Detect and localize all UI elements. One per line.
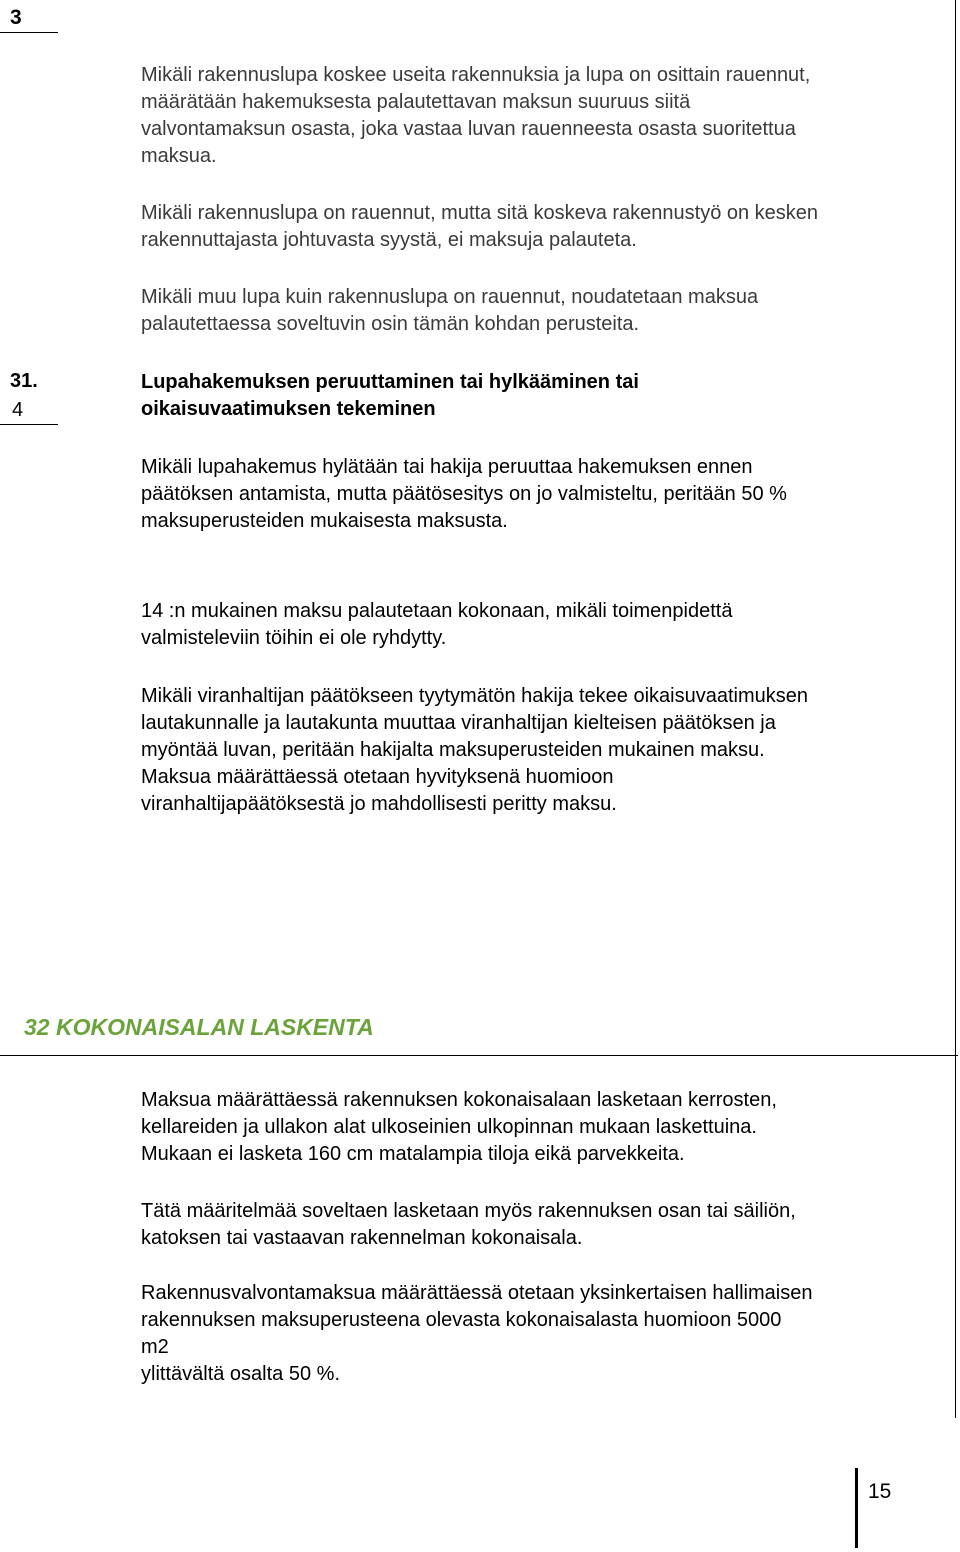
section-32-rule — [0, 1055, 958, 1056]
section-32-title — [24, 1012, 374, 1042]
paragraph-partial-expiry: Mikäli rakennuslupa koskee useita rakennuksia ja lupa on osittain rauennut, määrätään hakemuksesta palautettavan maksun suuruus siitä valvontamaksun osasta, joka vastaa luvan rauenneesta osasta suoritettua maksua. — [141, 64, 811, 167]
paragraph-appeal: Mikäli viranhaltijan päätökseen tyytymätön hakija tekee oikaisuvaatimuksen lautakunnalle ja lautakunta muuttaa viranhaltijan kielteisen päätöksen ja myöntää luvan, peritään hakijalta maksuperusteiden mukainen maksu. Maksua määrättäessä otetaan hyvityksenä huomioon viranhaltijapäätöksestä jo mahdollisesti peritty maksu. — [141, 685, 809, 815]
right-margin-rule — [955, 0, 956, 1418]
paragraph-other-permit: Mikäli muu lupa kuin rakennuslupa on rauennut, noudatetaan maksua palautettaessa soveltuvin osin tämän kohdan perusteita. — [141, 286, 759, 335]
section-31-underline — [0, 424, 58, 425]
paragraph-refund-14: 14 :n mukainen maksu palautetaan kokonaan, mikäli toimenpidettä valmisteleviin töihin ei ole ryhdytty. — [141, 600, 733, 649]
top-number-underline — [0, 32, 58, 33]
page-number-rule — [855, 1468, 858, 1548]
paragraph-rejection: Mikäli lupahakemus hylätään tai hakija peruuttaa hakemuksen ennen päätöksen antamista, mutta päätösesitys on jo valmisteltu, peritään 50 % maksuperusteiden mukaisesta maksusta. — [141, 456, 787, 532]
section-31-subnumber: 4 — [12, 399, 24, 421]
top-section-number: 3 — [10, 6, 22, 29]
section-31-number: 31. — [10, 370, 38, 392]
section-31-heading: Lupahakemuksen peruuttaminen tai hylkääminen tai oikaisuvaatimuksen tekeminen — [141, 371, 639, 420]
page-number: 15 — [868, 1480, 892, 1503]
section-32-title-text: 32 KOKONAISALAN LASKENTA — [24, 1014, 374, 1040]
paragraph-builder-delay: Mikäli rakennuslupa on rauennut, mutta sitä koskeva rakennustyö on kesken rakennuttajasta johtuvasta syystä, ei maksuja palauteta. — [141, 202, 819, 251]
paragraph-total-area: Maksua määrättäessä rakennuksen kokonaisalaan lasketaan kerrosten, kellareiden ja ullakon alat ulkoseinien ulkopinnan mukaan laskettuina. Mukaan ei lasketa 160 cm matalampia tiloja eikä parvekkeita. — [141, 1089, 777, 1165]
paragraph-hall-building: Rakennusvalvontamaksua määrättäessä otetaan yksinkertaisen hallimaisen rakennuksen maksuperusteena olevasta kokonaisalasta huomioon 5000 m2 ylittävältä osalta 50 %. — [141, 1282, 813, 1385]
paragraph-definition: Tätä määritelmää soveltaen lasketaan myös rakennuksen osan tai säiliön, katoksen tai vastaavan rakennelman kokonaisala. — [141, 1200, 796, 1249]
